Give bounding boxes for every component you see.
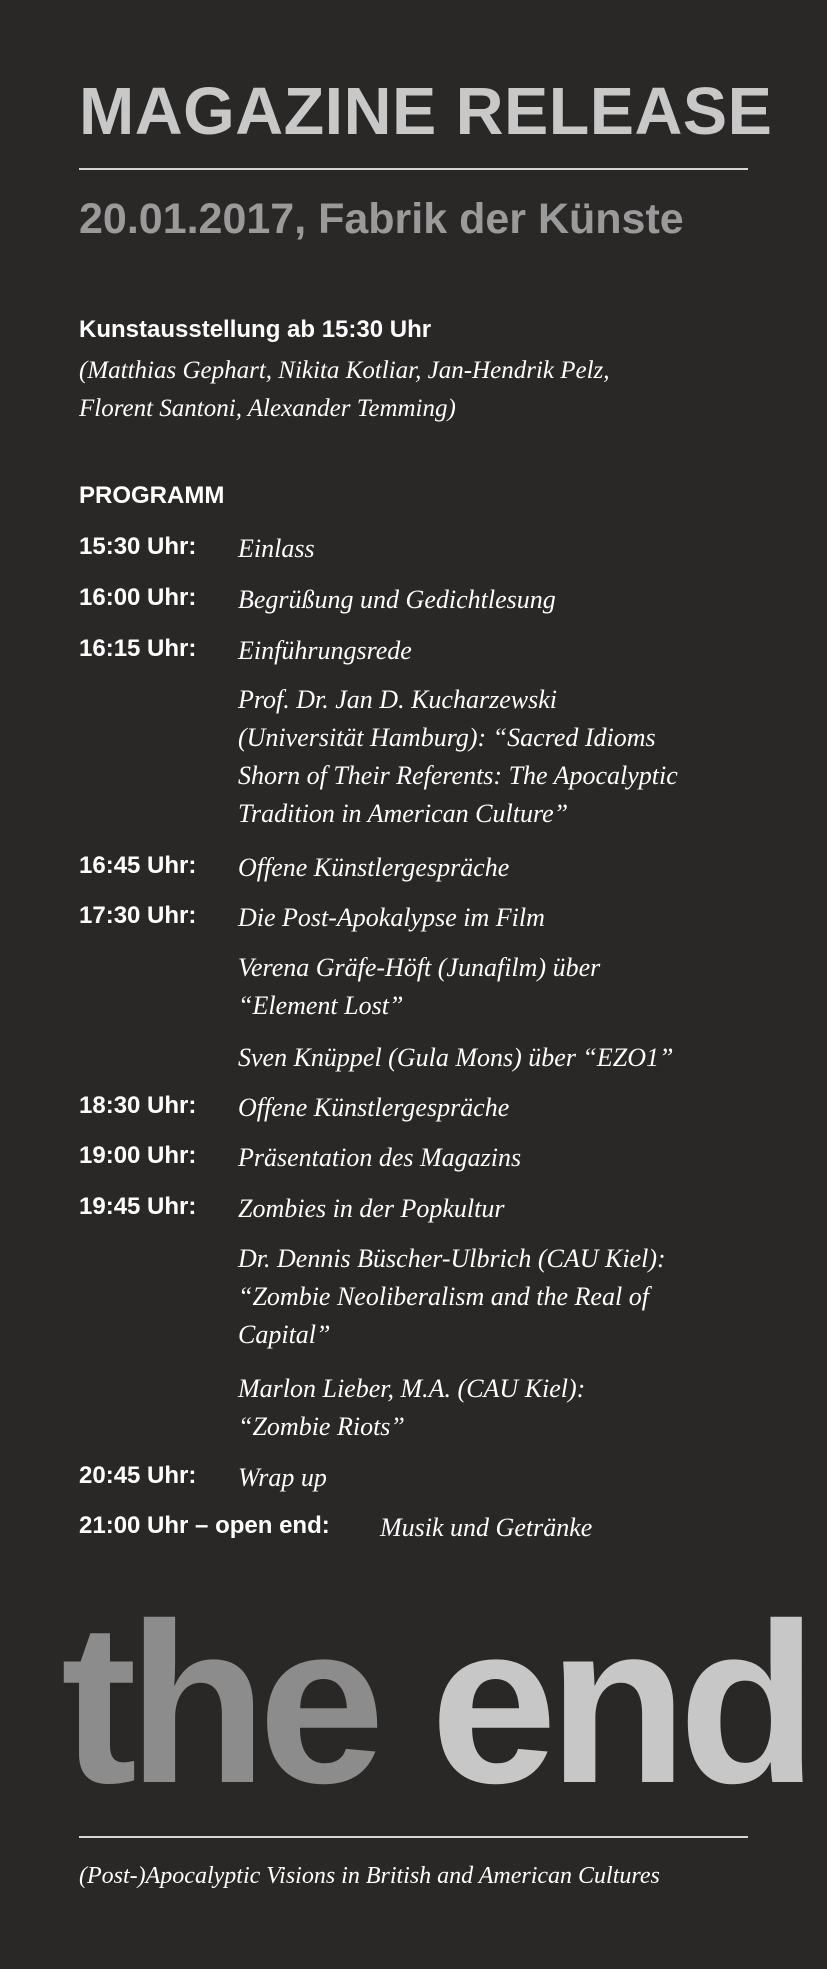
program-time: 17:30 Uhr: <box>79 902 197 929</box>
program-desc <box>238 949 748 1025</box>
desc-line: Tradition in American Culture” <box>238 799 569 828</box>
logo-word-the: the <box>61 1577 376 1831</box>
bottom-divider <box>79 1836 748 1838</box>
program-time: 19:45 Uhr: <box>79 1193 197 1220</box>
program-desc <box>238 1139 748 1177</box>
program-desc <box>238 1190 748 1228</box>
program-desc <box>380 1509 748 1547</box>
program-desc <box>238 899 748 937</box>
program-desc <box>238 1089 748 1127</box>
program-desc <box>238 849 748 887</box>
desc-line: Einlass <box>238 534 315 563</box>
desc-line: “Zombie Neoliberalism and the Real of <box>238 1282 649 1311</box>
program-desc <box>238 581 748 619</box>
artists-line: Florent Santoni, Alexander Temming) <box>79 395 456 422</box>
program-desc <box>238 1039 748 1077</box>
program-desc <box>238 1240 748 1354</box>
exhibition-artists <box>79 352 748 428</box>
program-desc <box>238 530 748 568</box>
program-time: 16:15 Uhr: <box>79 635 197 662</box>
exhibition-title: Kunstausstellung ab 15:30 Uhr <box>79 316 432 343</box>
desc-line: Offene Künstlergespräche <box>238 853 510 882</box>
desc-line: Verena Gräfe-Höft (Junafilm) über <box>238 953 601 982</box>
the-end-logo <box>61 1577 809 1831</box>
poster <box>61 0 809 1969</box>
desc-line: (Universität Hamburg): “Sacred Idioms <box>238 723 656 752</box>
desc-line: Offene Künstlergespräche <box>238 1093 510 1122</box>
desc-line: Musik und Getränke <box>380 1513 593 1542</box>
desc-line: Wrap up <box>238 1463 327 1492</box>
desc-line: Einführungsrede <box>238 636 412 665</box>
desc-line: Die Post-Apokalypse im Film <box>238 903 545 932</box>
date-venue: 20.01.2017, Fabrik der Künste <box>79 195 684 243</box>
program-time: 19:00 Uhr: <box>79 1142 197 1169</box>
footer-subtitle: (Post-)Apocalyptic Visions in British and American Cultures <box>79 1863 660 1889</box>
desc-line: Capital” <box>238 1320 331 1349</box>
program-desc <box>238 681 748 833</box>
desc-line: “Zombie Riots” <box>238 1412 405 1441</box>
program-time: 18:30 Uhr: <box>79 1092 197 1119</box>
program-time: 21:00 Uhr – open end: <box>79 1512 330 1539</box>
page-title: MAGAZINE RELEASE <box>79 74 773 149</box>
desc-line: Dr. Dennis Büscher-Ulbrich (CAU Kiel): <box>238 1244 666 1273</box>
logo-word-end: end <box>430 1577 809 1831</box>
program-desc <box>238 632 748 670</box>
top-divider <box>79 168 748 170</box>
desc-line: Shorn of Their Referents: The Apocalyptic <box>238 761 678 790</box>
desc-line: Präsentation des Magazins <box>238 1143 522 1172</box>
program-time: 15:30 Uhr: <box>79 533 197 560</box>
program-desc <box>238 1459 748 1497</box>
desc-line: Prof. Dr. Jan D. Kucharzewski <box>238 685 557 714</box>
program-time: 16:00 Uhr: <box>79 584 197 611</box>
artists-line: (Matthias Gephart, Nikita Kotliar, Jan-Hendrik Pelz, <box>79 357 610 384</box>
program-desc <box>238 1370 748 1446</box>
desc-line: “Element Lost” <box>238 991 404 1020</box>
desc-line: Zombies in der Popkultur <box>238 1194 505 1223</box>
desc-line: Marlon Lieber, M.A. (CAU Kiel): <box>238 1374 586 1403</box>
program-time: 16:45 Uhr: <box>79 852 197 879</box>
program-heading: PROGRAMM <box>79 482 225 509</box>
desc-line: Sven Knüppel (Gula Mons) über “EZO1” <box>238 1043 674 1072</box>
program-time: 20:45 Uhr: <box>79 1462 197 1489</box>
desc-line: Begrüßung und Gedichtlesung <box>238 585 556 614</box>
